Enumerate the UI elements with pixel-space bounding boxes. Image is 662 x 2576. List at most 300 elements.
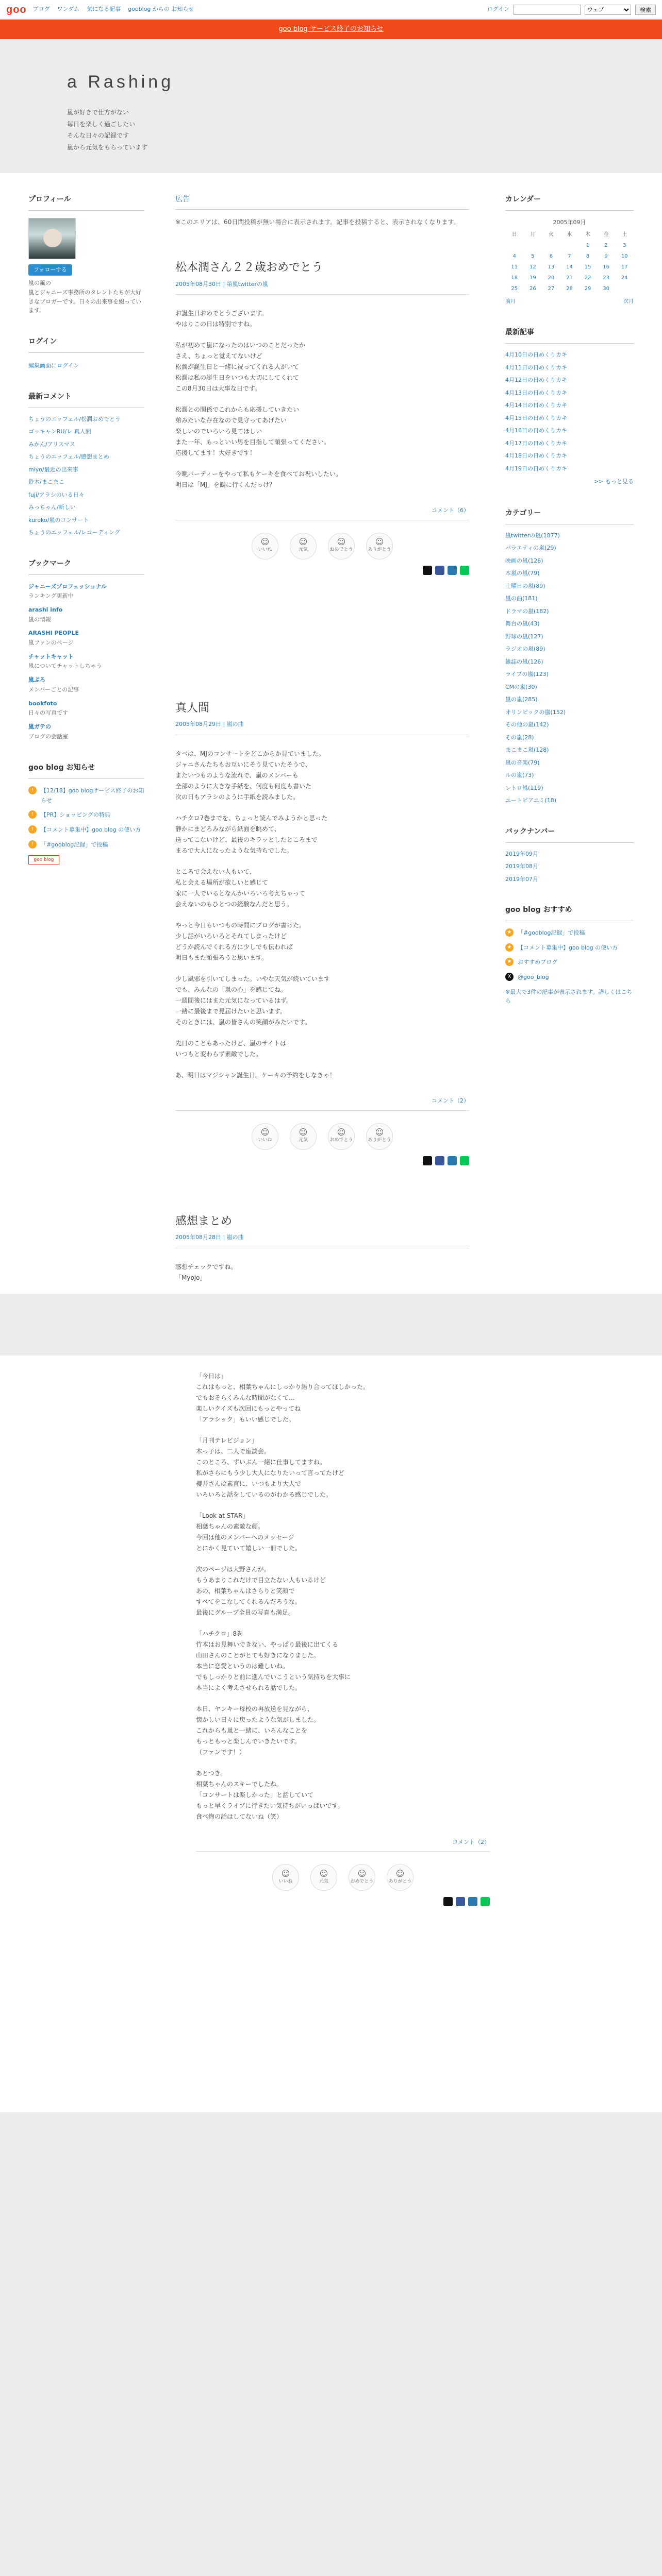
section-gap	[0, 1294, 662, 1355]
bookmark-item[interactable]	[28, 699, 144, 718]
recent-post-item[interactable]	[505, 439, 634, 448]
smile-icon: ☺	[260, 537, 270, 547]
bookmark-link[interactable]: arashi info	[28, 606, 63, 614]
login-section	[28, 336, 144, 370]
recommend-item[interactable]	[505, 973, 634, 982]
category-item-link[interactable]: ユートピアユミ(18)	[505, 797, 557, 804]
footer-space	[196, 1906, 490, 2112]
search-scope-select[interactable]	[585, 5, 631, 15]
share-buttons	[175, 566, 469, 575]
recent-posts-section	[505, 327, 634, 486]
recommend-item[interactable]	[505, 928, 634, 938]
recommend-link[interactable]: おすすめブログ	[518, 959, 558, 966]
calendar-day[interactable]: 29	[584, 286, 591, 292]
bookmark-item[interactable]	[28, 605, 144, 624]
comment-link[interactable]: みかん/アリスマス	[28, 440, 75, 448]
category-item[interactable]	[505, 582, 634, 591]
smile-icon: ☺	[319, 1868, 328, 1878]
edit-login-link[interactable]: 編集画面にログイン	[28, 362, 79, 369]
article-meta[interactable]: 2005年08月28日 | 嵐の曲	[175, 1233, 469, 1248]
backnumber-title: バックナンバー	[505, 826, 634, 843]
category-item-link[interactable]: 嵐の音楽(79)	[505, 759, 540, 766]
reaction-label: いいね	[258, 1138, 272, 1143]
calendar-day	[524, 240, 542, 251]
reaction-label: いいね	[278, 1878, 293, 1884]
calendar-day[interactable]: 19	[529, 275, 536, 281]
lower-content	[0, 1355, 662, 2113]
service-notice-bar	[0, 20, 662, 39]
article-paragraph: お誕生日おめでとうございます。 やはりこの日は特別ですね。	[175, 310, 268, 328]
backnumber-item[interactable]	[505, 862, 634, 871]
search-button[interactable]: 検索	[635, 5, 656, 15]
article-paragraph: 松潤との関係でこれからも応援していきたい 弟みたいな存在なので見守ってあげたい 楽しいのでいろいろ見てほしい また一年、もっといい男を目指して頑張ってください。 応援してます！大好きです！	[175, 406, 330, 457]
backnumber-item-link[interactable]: 2019年07月	[505, 875, 538, 883]
facebook-share-icon[interactable]	[456, 1897, 465, 1906]
category-item-link[interactable]: 嵐の曲(181)	[505, 595, 538, 602]
comment-link[interactable]: ちょうのエッフェル/松潤おめでとう	[28, 415, 121, 422]
comment-link[interactable]: コメント（6）	[175, 506, 469, 520]
profile-text: 嵐とジャニーズ事務所のタレントたちが大好きなブロガーです。日々の出来事を綴っています。	[28, 289, 142, 314]
weekday: 日	[511, 232, 517, 238]
category-item[interactable]	[505, 544, 634, 553]
bookmark-link[interactable]: 嵐ガテの	[28, 723, 51, 730]
recommend-link[interactable]: 「#gooblog記録」で投稿	[518, 929, 585, 936]
weekday: 月	[530, 232, 536, 238]
calendar-day	[542, 240, 560, 251]
calendar-day[interactable]: 13	[548, 264, 555, 270]
facebook-share-icon[interactable]	[435, 1156, 444, 1165]
category-item-link[interactable]: ルの嵐(73)	[505, 772, 534, 779]
article-paragraph: 「今日は」 これはもっと、相葉ちゃんにしっかり語り合ってほしかった。 でもおそらくみんな時間がなくて… 楽しいクイズも次回にもっとやってね 「アラシック」もいい感じでした。	[196, 1372, 370, 1423]
recent-post-item-link[interactable]: 4月13日の日めくりカキ	[505, 389, 567, 396]
x-icon: X	[505, 973, 514, 981]
recent-post-item-link[interactable]: 4月15日の日めくりカキ	[505, 414, 567, 421]
calendar-day[interactable]: 9	[604, 253, 608, 260]
category-item-link[interactable]: レトロ嵐(119)	[505, 784, 543, 791]
calendar-day	[560, 240, 579, 251]
category-item[interactable]	[505, 708, 634, 717]
comment-link[interactable]: ちょうのエッフェル/レコーディング	[28, 529, 120, 536]
reaction-button[interactable]	[387, 1864, 413, 1891]
article-body	[196, 1371, 490, 1822]
hatena-share-icon[interactable]	[448, 566, 457, 575]
bookmark-link[interactable]: チャットキャット	[28, 653, 74, 660]
article-paragraph: 本日、ヤンキー母校の再放送を見ながら、 懐かしい日々に戻ったような気がしました。 これからも嵐と一緒に、いろんなことを もっともっと楽しんでいきたいです。 （ファンです！）	[196, 1705, 320, 1756]
category-item-link[interactable]: 土曜日の嵐(89)	[505, 582, 545, 589]
category-item-link[interactable]: 嵐twitterの嵐(1877)	[505, 532, 560, 539]
calendar-day[interactable]: 2	[604, 243, 608, 249]
comment-link[interactable]: 鈴木/まこまこ	[28, 479, 64, 486]
login-title: ログイン	[28, 336, 144, 353]
comment-link[interactable]: コメント（2）	[175, 1096, 469, 1111]
article-paragraph: あとつき。 相葉ちゃんのスキーでしたね。 「コンサートは楽しかった」と話していて もっと早くライブに行きたい気持ちがいっぱいです。 食べ物の話はしてないね（笑）	[196, 1769, 344, 1820]
bookmark-item[interactable]	[28, 652, 144, 671]
category-item[interactable]	[505, 633, 634, 641]
category-item-link[interactable]: 雑誌の嵐(126)	[505, 658, 543, 665]
content-wrap	[0, 173, 662, 1294]
calendar-day[interactable]: 12	[529, 264, 536, 270]
calendar-day[interactable]: 5	[531, 253, 535, 260]
article-paragraph: タベは、MJのコンサートをどこからか見ていました。 ジャニさんたちもお互いにそう見ていたそうで、 またいつものような流れで、嵐のメンバーも 全部のように大きな手紙を、何度も何度も書いた 次の日もアラシのように手紙を読みました。	[175, 750, 325, 801]
category-item-link[interactable]: 野球の嵐(127)	[505, 633, 543, 640]
category-item[interactable]	[505, 557, 634, 566]
blog-description	[67, 107, 662, 154]
smile-icon: ☺	[395, 1868, 405, 1878]
comment-item[interactable]	[28, 466, 144, 474]
reaction-button[interactable]	[328, 1123, 355, 1150]
bookmark-desc: ブログの会話室	[28, 733, 68, 740]
line-share-icon[interactable]	[481, 1897, 490, 1906]
reaction-label: 元気	[298, 547, 308, 553]
recent-post-item[interactable]	[505, 351, 634, 360]
reaction-label: ありがとう	[368, 1138, 391, 1143]
recent-post-item[interactable]	[505, 389, 634, 398]
recent-posts-title: 最新記事	[505, 327, 634, 344]
category-item[interactable]	[505, 683, 634, 692]
smile-icon: ☺	[299, 1127, 308, 1138]
category-item-link[interactable]: オリンピックの嵐(152)	[505, 708, 566, 716]
reaction-button[interactable]	[290, 1123, 317, 1150]
reaction-button[interactable]	[290, 533, 317, 560]
search-input[interactable]	[514, 5, 581, 15]
bookmark-title: ブックマーク	[28, 558, 144, 575]
category-item[interactable]	[505, 746, 634, 755]
top-link[interactable]: ワンダム	[57, 6, 80, 13]
category-item[interactable]	[505, 784, 634, 793]
weekday: 土	[622, 232, 627, 238]
category-item[interactable]	[505, 721, 634, 730]
recent-post-item[interactable]	[505, 452, 634, 461]
comment-link[interactable]: ちょうのエッフェル/感想まとめ	[28, 453, 109, 461]
top-right	[487, 5, 656, 15]
category-item-link[interactable]: バラエティの嵐(29)	[505, 545, 556, 552]
blog-desc-line: 毎日を楽しく過ごしたい	[67, 120, 136, 128]
article-paragraph: 「月刊テレビジョン」 木っ子は、二人で座談会。 このところ、ずいぶん一緒に仕事してますね。 私がさらにもう少し大人になりたいって言ってたけど 櫻井さんは素直に、いつもより大人で いろいろと話をしているのがわかる感じでした。	[196, 1436, 345, 1498]
article-paragraph: 今晩パーティーをやって私もケーキを食べてお祝いしたい。 明日は「MJ」を観に行くんだっけ？	[175, 470, 342, 489]
bookmark-item[interactable]	[28, 582, 144, 601]
calendar-day[interactable]: 6	[549, 253, 553, 260]
line-share-icon[interactable]	[460, 566, 469, 575]
backnumber-item-link[interactable]: 2019年09月	[505, 850, 538, 857]
blog-desc-line: そんな日々の記録です	[67, 132, 129, 140]
top-link[interactable]: ブログ	[32, 6, 50, 13]
comment-link[interactable]: コメント（2）	[196, 1838, 490, 1852]
calendar-day[interactable]: 4	[512, 253, 516, 260]
calendar-day[interactable]: 23	[603, 275, 609, 281]
news-title: goo blog お知らせ	[28, 762, 144, 779]
news-link[interactable]: 【コメント募集中】goo blog の使い方	[41, 826, 141, 834]
recommend-link[interactable]: 【コメント募集中】goo blog の使い方	[518, 944, 618, 951]
recent-post-item-link[interactable]: 4月11日の日めくりカキ	[505, 364, 567, 371]
news-item[interactable]	[28, 825, 144, 835]
bookmark-link[interactable]: bookfoto	[28, 700, 57, 707]
reactions	[175, 533, 469, 560]
article-paragraph: ところで会えない人もいて、 私と会える場所が欲しいと感じて 家に一人でいるとなんかいろいろ考えちゃって 会えないのもひとつの経験なんだと思う。	[175, 868, 306, 908]
profile-name: 嵐の風の	[28, 280, 51, 287]
bookmark-desc: 嵐の情報	[28, 616, 51, 623]
category-item-link[interactable]: まこまこ嵐(128)	[505, 747, 549, 754]
reactions	[175, 1123, 469, 1150]
category-item-link[interactable]: 嵐の嵐(285)	[505, 696, 538, 703]
calendar-prev-link[interactable]: 前月	[505, 299, 516, 305]
recent-comments-title: 最新コメント	[28, 391, 144, 408]
reaction-button[interactable]	[366, 533, 393, 560]
comment-item[interactable]	[28, 478, 144, 487]
alert-icon: !	[28, 786, 37, 794]
hatena-share-icon[interactable]	[448, 1156, 457, 1165]
article-paragraph: 「Look at STAR」 相葉ちゃんの素敵な顔。 今回は他のメンバーへのメッセージ とにかく見ていて嬉しい一冊でした。	[196, 1512, 302, 1552]
bookmark-item[interactable]	[28, 722, 144, 741]
category-item[interactable]	[505, 771, 634, 780]
weekday: 金	[603, 232, 609, 238]
article-title[interactable]: 真人間	[175, 701, 210, 715]
comment-item[interactable]	[28, 428, 144, 436]
recent-post-item[interactable]	[505, 427, 634, 435]
ad-block	[175, 194, 469, 227]
smile-icon: ☺	[375, 537, 384, 547]
reaction-label: 元気	[319, 1878, 328, 1884]
category-section	[505, 507, 634, 805]
comment-link[interactable]: miyo/最近の出来事	[28, 466, 78, 473]
calendar-day[interactable]: 8	[586, 253, 590, 260]
category-item-link[interactable]: その他の嵐(142)	[505, 721, 549, 728]
calendar-day[interactable]: 27	[548, 286, 555, 292]
ad-title: 広告	[175, 194, 469, 210]
comment-item[interactable]	[28, 491, 144, 500]
backnumber-item-link[interactable]: 2019年08月	[505, 863, 538, 870]
article-paragraph: 先日のこともあったけど、嵐のサイトは いつもと変わらず素敵でした。	[175, 1040, 287, 1058]
category-item[interactable]	[505, 734, 634, 742]
top-link[interactable]: 気になる記事	[87, 6, 121, 13]
article-paragraph: 次のページは大野さんが。 もうあまりこれだけで目立たない人もいるけど あの、相葉ちゃんはさらりと笑顔で すべてをこなしてくれるんだろうな。 最後にグループ全員の写真も満足。	[196, 1565, 326, 1616]
facebook-share-icon[interactable]	[435, 566, 444, 575]
article-meta[interactable]: 2005年08月30日 | 第嵐twitterの嵐	[175, 280, 469, 295]
bookmark-desc: 日々の写真です	[28, 709, 68, 717]
x-share-icon[interactable]	[423, 566, 432, 575]
category-item[interactable]	[505, 796, 634, 805]
reaction-label: ありがとう	[368, 547, 391, 553]
calendar-day[interactable]: 17	[621, 264, 628, 270]
recommend-section	[505, 904, 634, 1006]
reaction-label: いいね	[258, 547, 272, 553]
recent-post-item-link[interactable]: 4月19日の日めくりカキ	[505, 465, 567, 472]
service-notice-link[interactable]: goo blog サービス終了のお知らせ	[278, 25, 384, 33]
hatena-share-icon[interactable]	[468, 1897, 477, 1906]
calendar-day[interactable]: 10	[621, 253, 628, 260]
category-item-link[interactable]: ラジオの嵐(89)	[505, 646, 545, 653]
calendar-day[interactable]: 20	[548, 275, 555, 281]
top-links	[33, 5, 194, 14]
reaction-button[interactable]	[252, 1123, 278, 1150]
calendar-day[interactable]: 15	[584, 264, 591, 270]
comment-link[interactable]: ゴッキャンRU/レ 真人間	[28, 428, 91, 435]
avatar[interactable]	[28, 218, 76, 259]
calendar-title: カレンダー	[505, 194, 634, 211]
category-item[interactable]	[505, 569, 634, 578]
news-link[interactable]: 「#gooblog記録」で投稿	[41, 841, 108, 848]
reaction-button[interactable]	[366, 1123, 393, 1150]
calendar-section	[505, 194, 634, 306]
recent-more-link[interactable]: >> もっと見る	[594, 478, 634, 485]
recent-post-item[interactable]	[505, 414, 634, 423]
comment-link[interactable]: kuroko/嵐のコンサート	[28, 516, 89, 523]
top-bar	[0, 0, 662, 20]
reaction-button[interactable]	[272, 1864, 299, 1891]
article-body	[175, 308, 469, 490]
goo-logo[interactable]: goo	[6, 4, 27, 15]
recent-post-item-link[interactable]: 4月12日の日めくりカキ	[505, 377, 567, 384]
bookmark-item[interactable]	[28, 629, 144, 648]
comment-item[interactable]	[28, 503, 144, 512]
article-paragraph: 私が初めて嵐になったのはいつのことだったか さえ、ちょっと覚えてないけど 松潤が誕生日と一緒に祝ってくれる人がいて 松潤は私の誕生日をいつも大切にしてくれて この8月30日は大事な日です。	[175, 342, 306, 393]
comment-item[interactable]	[28, 415, 144, 424]
news-item[interactable]	[28, 810, 144, 820]
bookmark-link[interactable]: 嵐ぶろ	[28, 676, 45, 684]
recent-post-item[interactable]	[505, 376, 634, 385]
recent-post-item[interactable]	[505, 465, 634, 473]
share-buttons	[175, 1156, 469, 1165]
right-sidebar	[485, 173, 662, 1294]
article-title[interactable]: 松本潤さん２２歳おめでとう	[175, 261, 323, 275]
top-link[interactable]: gooblog からの お知らせ	[128, 6, 194, 13]
smile-icon: ☺	[281, 1868, 290, 1878]
calendar-next-link[interactable]: 次月	[623, 299, 634, 305]
smile-icon: ☺	[299, 537, 308, 547]
calendar-day[interactable]: 16	[603, 264, 609, 270]
comment-item[interactable]	[28, 516, 144, 525]
line-share-icon[interactable]	[460, 1156, 469, 1165]
star-icon: ★	[505, 928, 514, 937]
comment-link[interactable]: fuji/アラシのいる日々	[28, 491, 85, 498]
news-link[interactable]: 【PR】ショッピングの特典	[41, 811, 110, 819]
profile-section	[28, 194, 144, 315]
recent-post-item-link[interactable]: 4月17日の日めくりカキ	[505, 439, 567, 447]
bookmark-link[interactable]: ARASHI PEOPLE	[28, 630, 79, 637]
backnumber-item[interactable]	[505, 850, 634, 859]
article-paragraph: あ、明日はマジシャン誕生日。ケーキの予約をしなきゃ！	[175, 1072, 336, 1079]
share-buttons	[196, 1897, 490, 1906]
smile-icon: ☺	[260, 1127, 270, 1138]
calendar-day	[505, 240, 524, 251]
reaction-button[interactable]	[349, 1864, 375, 1891]
category-item[interactable]	[505, 670, 634, 679]
calendar-day[interactable]: 18	[511, 275, 518, 281]
bookmark-link[interactable]: ジャニーズプロフェッショナル	[28, 583, 107, 590]
x-share-icon[interactable]	[423, 1156, 432, 1165]
category-item-link[interactable]: 舞台の嵐(43)	[505, 620, 540, 628]
calendar-day[interactable]: 30	[603, 286, 609, 292]
reaction-label: 元気	[298, 1138, 308, 1143]
calendar-day[interactable]: 11	[511, 264, 518, 270]
comment-item[interactable]	[28, 453, 144, 462]
alert-icon: !	[28, 810, 37, 819]
smile-icon: ☺	[375, 1127, 384, 1138]
calendar-day[interactable]: 25	[511, 286, 518, 292]
article	[175, 258, 469, 575]
blog-header	[0, 39, 662, 173]
recent-post-item-link[interactable]: 4月16日の日めくりカキ	[505, 427, 567, 434]
category-item[interactable]	[505, 532, 634, 540]
calendar-day[interactable]: 1	[586, 243, 590, 249]
calendar-day[interactable]: 3	[623, 243, 626, 249]
comment-link[interactable]: みっちゃん/新しい	[28, 504, 76, 511]
category-item-link[interactable]: その嵐(28)	[505, 734, 534, 741]
reaction-button[interactable]	[310, 1864, 337, 1891]
x-share-icon[interactable]	[443, 1897, 453, 1906]
calendar-day[interactable]: 21	[566, 275, 573, 281]
category-item[interactable]	[505, 759, 634, 768]
category-item-link[interactable]: CMの嵐(30)	[505, 683, 537, 690]
recent-post-item[interactable]	[505, 364, 634, 372]
news-link[interactable]: 【12/18】goo blogサービス終了のお知らせ	[41, 787, 144, 804]
category-item-link[interactable]: 本嵐の嵐(79)	[505, 570, 540, 577]
article-meta[interactable]: 2005年08月29日 | 嵐の曲	[175, 720, 469, 735]
left-sidebar	[0, 173, 155, 1294]
category-item-link[interactable]: ライブの嵐(123)	[505, 671, 549, 678]
category-item[interactable]	[505, 595, 634, 603]
login-link[interactable]: ログイン	[487, 6, 509, 13]
comment-item[interactable]	[28, 529, 144, 537]
blog-desc-line: 嵐から元気をもらっています	[67, 144, 148, 151]
recommend-title: goo blog おすすめ	[505, 904, 634, 921]
reaction-label: おめでとう	[329, 1138, 353, 1143]
recent-post-item-link[interactable]: 4月18日の日めくりカキ	[505, 452, 567, 460]
article-title[interactable]: 感想まとめ	[175, 1214, 233, 1228]
news-item[interactable]	[28, 840, 144, 850]
goo-blog-badge[interactable]: goo blog	[28, 855, 59, 865]
category-item-link[interactable]: 映画の嵐(126)	[505, 557, 543, 564]
category-item[interactable]	[505, 607, 634, 616]
category-item[interactable]	[505, 620, 634, 629]
calendar-day[interactable]: 7	[568, 253, 571, 260]
recent-post-item-link[interactable]: 4月10日の日めくりカキ	[505, 351, 567, 359]
bookmark-desc: 嵐についてチャットしちゃう	[28, 663, 102, 670]
news-item[interactable]	[28, 786, 144, 805]
recent-post-item-link[interactable]: 4月14日の日めくりカキ	[505, 402, 567, 409]
bookmark-desc: ランキング更新中	[28, 592, 74, 600]
calendar-day[interactable]: 22	[584, 275, 591, 281]
reaction-button[interactable]	[328, 533, 355, 560]
category-item[interactable]	[505, 696, 634, 704]
calendar-day[interactable]: 26	[529, 286, 536, 292]
reactions	[196, 1864, 490, 1891]
reaction-button[interactable]	[252, 533, 278, 560]
category-item[interactable]	[505, 658, 634, 667]
recent-post-item[interactable]	[505, 401, 634, 410]
alert-icon: !	[28, 840, 37, 849]
calendar-day[interactable]: 14	[566, 264, 573, 270]
weekday: 木	[585, 232, 591, 238]
bookmark-item[interactable]	[28, 675, 144, 694]
alert-icon: !	[28, 825, 37, 834]
main-column-lower	[175, 1355, 505, 2113]
calendar-day[interactable]: 24	[621, 275, 628, 281]
backnumber-item[interactable]	[505, 875, 634, 884]
category-item[interactable]	[505, 645, 634, 654]
calendar-day	[615, 283, 634, 294]
category-item-link[interactable]: ドラマの嵐(182)	[505, 607, 549, 615]
blog-title[interactable]: a Rashing	[67, 72, 174, 92]
follow-button[interactable]: フォローする	[28, 264, 72, 276]
smile-icon: ☺	[337, 1127, 346, 1138]
recommend-user-link[interactable]: @goo_blog	[518, 973, 549, 980]
recommend-item[interactable]	[505, 943, 634, 953]
reaction-label: おめでとう	[329, 547, 353, 553]
calendar-day[interactable]: 28	[566, 286, 573, 292]
recommend-item[interactable]	[505, 958, 634, 968]
ad-text: ※このエリアは、60日間投稿が無い場合に表示されます。記事を投稿すると、表示されなくなります。	[175, 218, 460, 226]
comment-item[interactable]	[28, 440, 144, 449]
